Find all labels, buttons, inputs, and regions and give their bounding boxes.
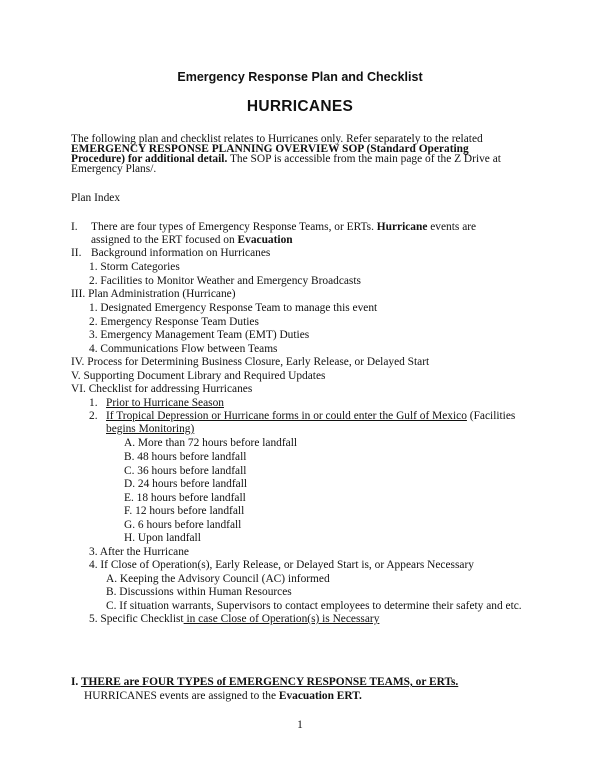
- sub-item-g: G. 6 hours before landfall: [124, 519, 242, 531]
- section-1-heading: [71, 676, 458, 688]
- index-item-5: V. Supporting Document Library and Required Updates: [71, 370, 326, 382]
- index-item-4: IV. Process for Determining Business Closure, Early Release, or Delayed Start: [71, 356, 430, 368]
- plan-index-label: Plan Index: [71, 192, 121, 204]
- index-item-6-2-cont: begins Monitoring): [106, 423, 195, 435]
- intro-line-3-rest: The SOP is accessible from the main page of the Z Drive at: [227, 153, 501, 165]
- document-title: Emergency Response Plan and Checklist: [177, 70, 423, 84]
- section-1-heading-num: I.: [71, 676, 79, 688]
- index-item-2-2: 2. Facilities to Monitor Weather and Emergency Broadcasts: [89, 275, 361, 287]
- intro-line-4: Emergency Plans/.: [71, 163, 157, 175]
- index-item-6-1-num: 1.: [89, 397, 98, 409]
- index-item-6-5-text: 5. Specific Checklist: [89, 613, 184, 625]
- page-number: 1: [297, 719, 303, 731]
- index-item-3-1: 1. Designated Emergency Response Team to manage this event: [89, 302, 378, 314]
- sub-item-c: C. 36 hours before landfall: [124, 465, 247, 477]
- section-1-heading-text: THERE are FOUR TYPES of EMERGENCY RESPONSE TEAMS, or ERTs.: [80, 676, 459, 688]
- section-1-body-bold: Evacuation ERT.: [278, 690, 362, 702]
- index-item-6-3: 3. After the Hurricane: [89, 546, 189, 558]
- index-item-1-num: I.: [71, 221, 78, 233]
- index-item-1-text-c: events are: [427, 221, 477, 233]
- index-item-6-4-b: B. Discussions within Human Resources: [106, 586, 292, 598]
- index-item-3-2: 2. Emergency Response Team Duties: [89, 316, 259, 328]
- index-item-1-text-a: There are four types of Emergency Response Teams, or ERTs.: [91, 221, 377, 233]
- sub-item-d: D. 24 hours before landfall: [124, 478, 248, 490]
- sub-item-e: E. 18 hours before landfall: [124, 492, 246, 504]
- index-item-6-5-underlined: in case Close of Operation(s) is Necessary: [183, 613, 380, 625]
- section-1-body-text: HURRICANES events are assigned to the: [84, 690, 279, 702]
- index-item-6-4-a: A. Keeping the Advisory Council (AC) informed: [106, 573, 330, 585]
- index-item-6-2-num: 2.: [89, 410, 98, 422]
- index-item-2-num: II.: [71, 247, 82, 259]
- sub-item-a: A. More than 72 hours before landfall: [124, 437, 298, 449]
- index-item-1-bold: Hurricane: [376, 221, 428, 233]
- index-item-1-text-d: assigned to the ERT focused on: [91, 234, 238, 246]
- index-item-3-3: 3. Emergency Management Team (EMT) Duties: [89, 329, 310, 341]
- index-item-6-2-underlined: If Tropical Depression or Hurricane forms in or could enter the Gulf of Mexico: [106, 410, 467, 422]
- sub-item-h: H. Upon landfall: [124, 532, 201, 544]
- intro-line-2: EMERGENCY RESPONSE PLANNING OVERVIEW SOP (Standard Operating: [71, 143, 469, 155]
- index-item-6-4-c: C. If situation warrants, Supervisors to contact employees to determine their safety and etc.: [106, 600, 522, 612]
- document-subtitle: HURRICANES: [246, 98, 354, 115]
- index-item-1-evacuation: Evacuation: [237, 234, 293, 246]
- index-item-6-2-rest: (Facilities: [466, 410, 516, 422]
- index-item-3: III. Plan Administration (Hurricane): [71, 288, 236, 300]
- index-item-6-5: [89, 613, 379, 625]
- intro-line-3-bold: Procedure) for additional detail.: [71, 153, 228, 165]
- index-item-2-1: 1. Storm Categories: [89, 261, 180, 273]
- index-item-1: [91, 221, 476, 233]
- index-item-6-2: [106, 410, 515, 422]
- section-1-body: [84, 690, 362, 702]
- index-item-6: VI. Checklist for addressing Hurricanes: [71, 383, 253, 395]
- intro-line-1: The following plan and checklist relates to Hurricanes only. Refer separately to the related: [71, 133, 483, 145]
- index-item-2: Background information on Hurricanes: [91, 247, 271, 259]
- sub-item-b: B. 48 hours before landfall: [124, 451, 247, 463]
- index-item-6-4: 4. If Close of Operation(s), Early Release, or Delayed Start is, or Appears Necessary: [89, 559, 474, 571]
- index-item-1-cont: [91, 234, 293, 246]
- index-item-3-4: 4. Communications Flow between Teams: [89, 343, 278, 355]
- index-item-6-1: Prior to Hurricane Season: [106, 397, 224, 409]
- sub-item-f: F. 12 hours before landfall: [124, 505, 245, 517]
